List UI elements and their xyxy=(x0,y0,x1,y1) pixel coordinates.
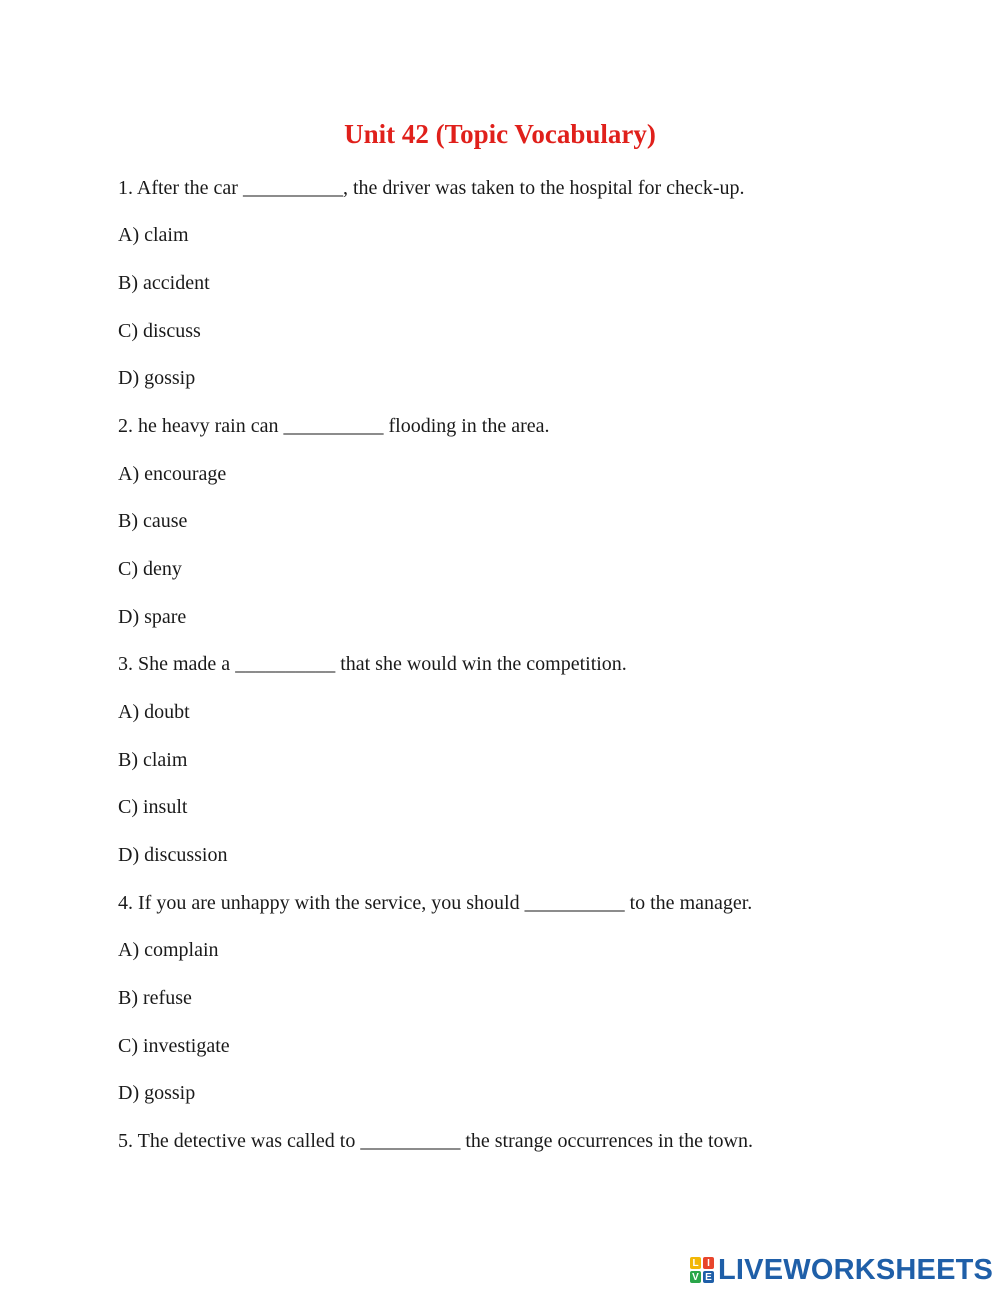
question-4-option-d[interactable]: D) gossip xyxy=(118,1082,196,1104)
question-3-text: 3. She made a __________ that she would win the competition. xyxy=(118,653,627,675)
question-4-option-a[interactable]: A) complain xyxy=(118,939,219,961)
liveworksheets-logo-text: LIVEWORKSHEETS xyxy=(718,1253,994,1286)
question-1-text: 1. After the car __________, the driver was taken to the hospital for check-up. xyxy=(118,177,745,199)
logo-letter-i: I xyxy=(703,1257,714,1269)
question-1-option-d[interactable]: D) gossip xyxy=(118,367,196,389)
question-1-option-a[interactable]: A) claim xyxy=(118,224,189,246)
liveworksheets-logo[interactable] xyxy=(690,1253,993,1287)
question-3-option-c[interactable]: C) insult xyxy=(118,796,188,818)
logo-letter-l: L xyxy=(690,1257,701,1269)
question-3-option-a[interactable]: A) doubt xyxy=(118,701,190,723)
question-1-option-b[interactable]: B) accident xyxy=(118,272,210,294)
question-3-option-d[interactable]: D) discussion xyxy=(118,844,228,866)
logo-letter-v: V xyxy=(690,1271,701,1283)
question-2-option-b[interactable]: B) cause xyxy=(118,510,188,532)
logo-letter-e: E xyxy=(703,1271,714,1283)
question-2-option-d[interactable]: D) spare xyxy=(118,606,187,628)
liveworksheets-logo-icon xyxy=(690,1257,714,1283)
question-1-option-c[interactable]: C) discuss xyxy=(118,320,201,342)
question-3-option-b[interactable]: B) claim xyxy=(118,749,188,771)
question-4-text: 4. If you are unhappy with the service, you should __________ to the manager. xyxy=(118,892,753,914)
question-2-text: 2. he heavy rain can __________ flooding in the area. xyxy=(118,415,550,437)
question-4-option-b[interactable]: B) refuse xyxy=(118,987,192,1009)
page-title: Unit 42 (Topic Vocabulary) xyxy=(344,119,656,149)
question-2-option-c[interactable]: C) deny xyxy=(118,558,182,580)
question-2-option-a[interactable]: A) encourage xyxy=(118,463,227,485)
question-5-text: 5. The detective was called to __________ the strange occurrences in the town. xyxy=(118,1130,753,1152)
question-4-option-c[interactable]: C) investigate xyxy=(118,1035,230,1057)
